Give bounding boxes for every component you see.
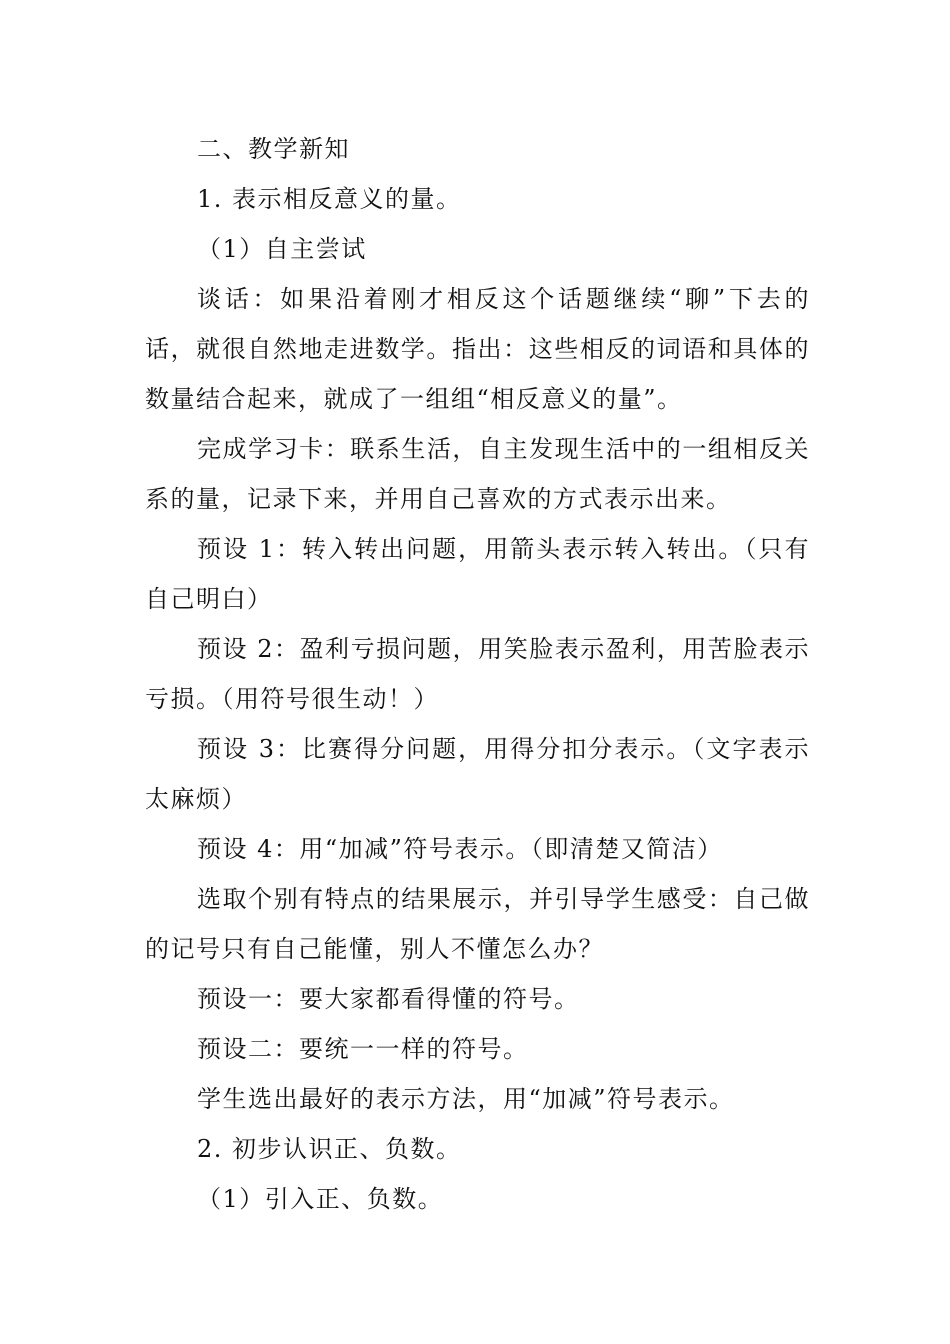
step-heading: （1）自主尝试	[197, 235, 367, 263]
paragraph: 预设 1：转入转出问题，用箭头表示转入转出。（只有自己明白）	[145, 535, 810, 613]
paragraph: 预设二：要统一一样的符号。	[197, 1035, 529, 1063]
paragraph: 预设 3：比赛得分问题，用得分扣分表示。（文字表示太麻烦）	[145, 735, 810, 813]
subsection-heading: 1. 表示相反意义的量。	[197, 185, 462, 213]
paragraph: 学生选出最好的表示方法，用“加减”符号表示。	[197, 1085, 735, 1113]
section-heading: 二、教学新知	[197, 135, 350, 163]
paragraph: 预设 2：盈利亏损问题，用笑脸表示盈利，用苦脸表示亏损。（用符号很生动！）	[145, 635, 810, 713]
paragraph: 预设一：要大家都看得懂的符号。	[197, 985, 580, 1013]
subsection-heading: 2. 初步认识正、负数。	[197, 1135, 462, 1163]
paragraph: 选取个别有特点的结果展示，并引导学生感受：自己做的记号只有自己能懂，别人不懂怎么办？	[145, 885, 810, 963]
paragraph: 预设 4：用“加减”符号表示。（即清楚又简洁）	[197, 835, 723, 863]
step-heading: （1）引入正、负数。	[197, 1185, 444, 1213]
paragraph: 完成学习卡：联系生活，自主发现生活中的一组相反关系的量，记录下来，并用自己喜欢的方式表示出来。	[145, 435, 810, 513]
paragraph: 谈话：如果沿着刚才相反这个话题继续“聊”下去的话，就很自然地走进数学。指出：这些相反的词语和具体的数量结合起来，就成了一组组“相反意义的量”。	[145, 285, 810, 413]
document-body	[145, 124, 810, 1224]
